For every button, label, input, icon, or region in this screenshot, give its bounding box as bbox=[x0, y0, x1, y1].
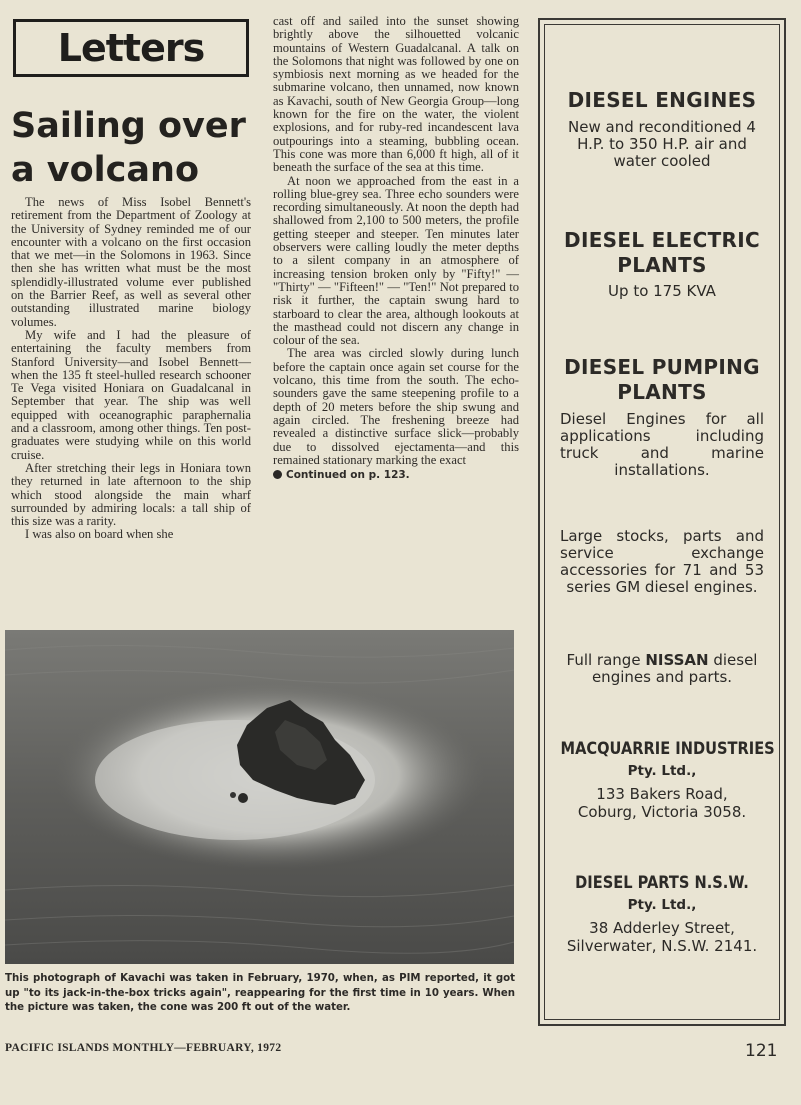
ad-heading-diesel-pumping-plants: DIESEL PUMPING PLANTS bbox=[564, 355, 760, 404]
ad-company-macquarrie: MACQUARRIE INDUSTRIES bbox=[560, 739, 775, 759]
headline-line-2: a volcano bbox=[11, 150, 199, 190]
ad-text-stocks-parts: Large stocks, parts and service exchange accessories for 71 and 53 series GM diesel engines. bbox=[560, 527, 764, 596]
ad-text-diesel-pumping-plants: Diesel Engines for all applications including truck and marine installations. bbox=[560, 410, 764, 479]
volcano-photo bbox=[5, 630, 514, 964]
ad-address-macquarrie-line2: Coburg, Victoria 3058. bbox=[577, 803, 747, 821]
advertisement-inner-border bbox=[544, 24, 780, 1020]
publication-footer: PACIFIC ISLANDS MONTHLY—FEBRUARY, 1972 bbox=[5, 1042, 282, 1054]
ad-text-diesel-electric-plants: Up to 175 KVA bbox=[608, 282, 716, 300]
ad-address-macquarrie-line1: 133 Bakers Road, bbox=[596, 785, 728, 803]
ad-address-diesel-parts-line1: 38 Adderley Street, bbox=[589, 919, 735, 937]
paragraph: My wife and I had the pleasure of entertaining the faculty members from Stanford University—and Isobel Bennett—when the 135 ft steel-hulled research schooner Te Vega visited Honiara on Guadalcanal in September that year. The ship was well equipped with oceanographic paraphernalia and a classroom, among other things. Ten post-graduates were studying while on this world cruise. bbox=[11, 327, 251, 462]
photo-caption: This photograph of Kavachi was taken in February, 1970, when, as PIM reported, it got up "to its jack-in-the-box tricks again", reappearing for the first time in 10 years. When the picture was taken, the cone was 200 ft out of the water. bbox=[5, 973, 515, 1013]
ad-nissan-post: diesel engines and parts. bbox=[591, 651, 758, 686]
ad-text-nissan bbox=[544, 652, 780, 686]
volcano-image bbox=[5, 630, 514, 964]
continued-note[interactable] bbox=[273, 469, 519, 482]
ad-heading-diesel-electric-plants: DIESEL ELECTRIC PLANTS bbox=[564, 228, 760, 277]
ad-text-diesel-engines: New and reconditioned 4 H.P. to 350 H.P. air and water cooled bbox=[568, 118, 756, 170]
continued-bullet-icon bbox=[273, 470, 282, 479]
paragraph: The news of Miss Isobel Bennett's retirement from the Department of Zoology at the University of Sydney reminded me of our encounter with a volcano on the first occasion that we met—in the Solomons in 1963. Since then she has written what must be the most splendidly-illustrated volume ever published on the Barrier Reef, as well as several other outstanding illustrated marine biology volumes. bbox=[11, 195, 251, 329]
continued-label: Continued on p. 123. bbox=[286, 469, 410, 482]
paragraph: After stretching their legs in Honiara town they returned in late afternoon to the ship which stood alongside the main wharf surrounded by admiring locals: a tall ship of this size was a rarity. bbox=[11, 460, 251, 529]
paragraph: I was also on board when she bbox=[25, 527, 174, 542]
ad-nissan-brand: NISSAN bbox=[645, 651, 709, 669]
paragraph: The area was circled slowly during lunch before the captain once again set course for the volcano, this time from the south. The echo-sounders gave the same steepening profile to a depth of 20 meters before the ship swung and again circled. The freshening breeze had revealed a distinctive surface slick—probably due to dissolved ejectamenta—and this remained stationary marking the exact bbox=[273, 346, 519, 467]
page-number: 121 bbox=[745, 1041, 778, 1061]
section-title: Letters bbox=[57, 26, 205, 70]
ad-heading-diesel-engines: DIESEL ENGINES bbox=[567, 88, 757, 112]
ad-nissan-pre: Full range bbox=[566, 651, 646, 669]
paragraph: At noon we approached from the east in a rolling blue-grey sea. Three echo sounders were recording simultaneously. At noon the depth had shallowed from 2,100 to 500 meters, the profile getting steeper and steeper. Ten minutes later observers were calling loudly the meter depths to a silent company in an atmosphere of increasing tension broken only by "Fifty!" — "Thirty" — "Fifteen!" — "Ten!" Not prepared to risk it further, the captain swung hard to starboard to clear the area, although lookouts at the masthead could not discern any change in colour of the sea. bbox=[273, 173, 519, 348]
ad-company-diesel-parts: DIESEL PARTS N.S.W. bbox=[575, 873, 749, 893]
ad-address-diesel-parts-line2: Silverwater, N.S.W. 2141. bbox=[566, 937, 758, 955]
ad-company-diesel-parts-pty: Pty. Ltd., bbox=[627, 897, 697, 913]
paragraph: cast off and sailed into the sunset showing brightly above the silhouetted volcanic mountains of Western Guadalcanal. A talk on the Solomons that night was followed by one on symbiosis next morning as we headed for the submarine volcano, then unnamed, now known as Kavachi, south of New Georgia Group—long known for the fire on the water, the violent explosions, and for ruby-red incandescent lava outpourings into a steaming, bubbling ocean. This cone was more than 6,000 ft high, all of it beneath the surface of the sea at this time. bbox=[273, 14, 519, 175]
article-column-1 bbox=[11, 196, 251, 542]
ad-company-macquarrie-pty: Pty. Ltd., bbox=[627, 763, 697, 779]
headline-line-1: Sailing over bbox=[11, 106, 246, 146]
article-headline bbox=[11, 104, 261, 192]
article-column-2 bbox=[273, 15, 519, 482]
section-header bbox=[13, 19, 249, 77]
